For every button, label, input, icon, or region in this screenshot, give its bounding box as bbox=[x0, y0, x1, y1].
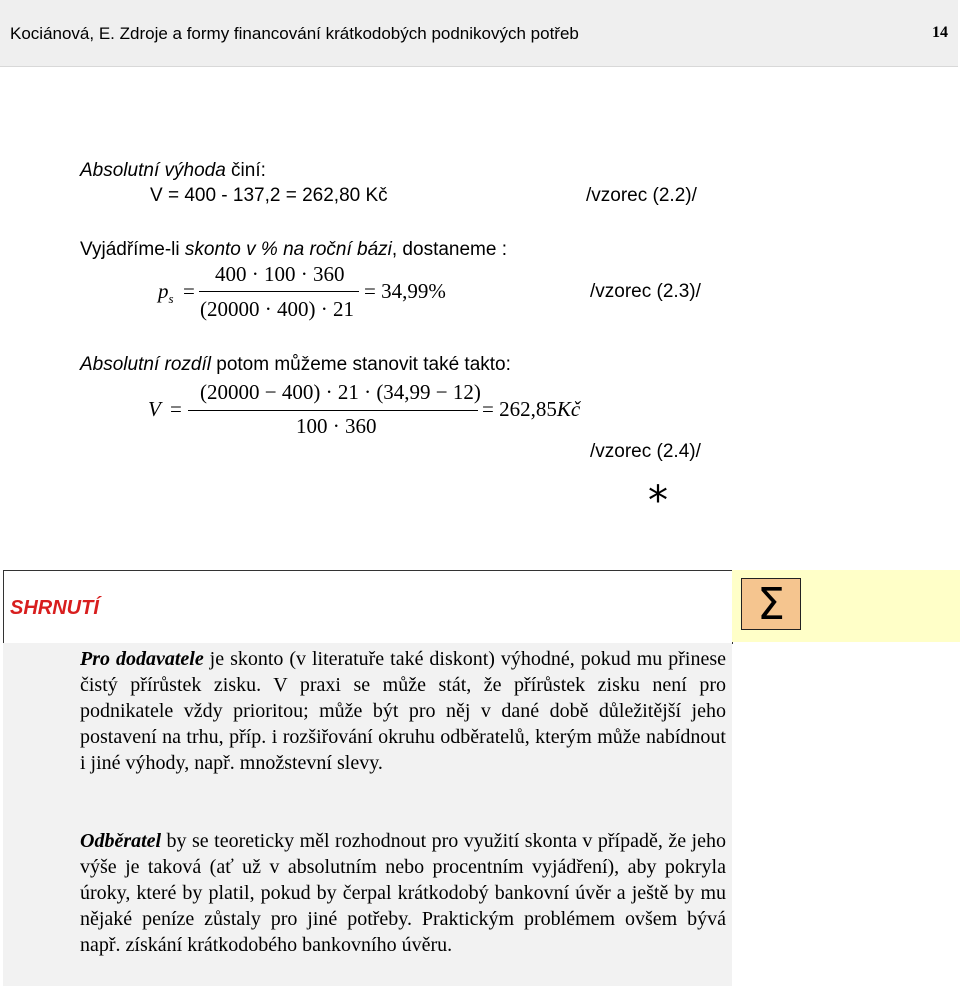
formula-2-3-var bbox=[158, 279, 174, 307]
ps-sub: s bbox=[168, 291, 174, 307]
customer-term: Odběratel bbox=[80, 830, 162, 852]
skonto-intro-italic: skonto v % na roční bázi bbox=[184, 239, 392, 260]
summary-paragraph-2-text: by se teoreticky měl rozhodnout pro využití skonta v případě, že jeho výše je taková (ať už v absolutním nebo procentním vyjádření), aby pokryla úroky, které by platil, pokud by čerpal krátkodobý bankovní úvěr a ještě by mu nějaké peníze zůstaly pro jiné potřeby. Praktickým problémem ovšem bývá např. získání krátkodobého bankovního úvěru. bbox=[80, 830, 726, 956]
fraction-bar-2-3 bbox=[199, 291, 359, 292]
formula-2-4-eq: = bbox=[170, 397, 182, 421]
formula-2-4-result bbox=[482, 397, 580, 422]
summary-title: SHRNUTÍ bbox=[10, 597, 99, 619]
header-title: Kociánová, E. Zdroje a formy financování krátkodobých podnikových potřeb bbox=[10, 24, 579, 43]
formula-ref-2-4: /vzorec (2.4)/ bbox=[590, 441, 701, 462]
formula-2-3-denominator: (20000 · 400) · 21 bbox=[200, 297, 354, 321]
skonto-intro-a: Vyjádříme-li bbox=[80, 239, 185, 260]
fraction-bar-2-4 bbox=[188, 410, 478, 411]
formula-2-4-result-value: = 262,85 bbox=[482, 397, 557, 421]
absolute-difference-line bbox=[80, 354, 511, 376]
absolute-advantage-term: Absolutní výhoda bbox=[80, 160, 226, 181]
absolute-difference-rest: potom můžeme stanovit také takto: bbox=[210, 354, 511, 375]
asterisk-icon: * bbox=[648, 478, 668, 524]
formula-ref-2-2: /vzorec (2.2)/ bbox=[586, 185, 697, 206]
summary-paragraph-1-text: je skonto (v literatuře také diskont) výhodné, pokud mu přinese čistý přírůstek zisku. V praxi se může stát, že přírůstek zisku není pro podnikatele vždy prioritou; může být pro něj v dané době důležitější jeho postavení na trhu, příp. i rozšiřování okruhu odběratelů, kterým může nabídnout i jiné výhody, např. množstevní slevy. bbox=[80, 648, 727, 774]
absolute-advantage-line bbox=[80, 160, 266, 182]
v-var: V bbox=[148, 397, 161, 421]
absolute-advantage-rest: činí: bbox=[225, 160, 266, 181]
formula-2-4-var bbox=[148, 397, 161, 422]
formula-2-4-result-unit: Kč bbox=[556, 397, 581, 421]
sigma-icon: Σ bbox=[741, 578, 801, 630]
page-number: 14 bbox=[932, 24, 948, 41]
formula-2-4-numerator: (20000 − 400) · 21 · (34,99 − 12) bbox=[200, 380, 481, 404]
absolute-difference-term: Absolutní rozdíl bbox=[80, 354, 211, 375]
ps-var: p bbox=[158, 279, 169, 303]
formula-2-3-numerator: 400 · 100 · 360 bbox=[215, 262, 345, 286]
summary-paragraph-2 bbox=[80, 828, 726, 958]
formula-2-4-denominator: 100 · 360 bbox=[296, 414, 377, 438]
summary-paragraph-1 bbox=[80, 646, 726, 776]
formula-ref-2-3: /vzorec (2.3)/ bbox=[590, 281, 701, 302]
skonto-intro-b: , dostaneme : bbox=[391, 239, 507, 260]
equation-2-2: V = 400 - 137,2 = 262,80 Kč bbox=[150, 185, 388, 206]
skonto-intro-line bbox=[80, 239, 507, 261]
formula-2-3-result: = 34,99% bbox=[364, 279, 446, 303]
summary-header-box bbox=[3, 570, 733, 644]
supplier-term: Pro dodavatele bbox=[80, 648, 204, 670]
formula-2-3-eq: = bbox=[183, 279, 195, 303]
